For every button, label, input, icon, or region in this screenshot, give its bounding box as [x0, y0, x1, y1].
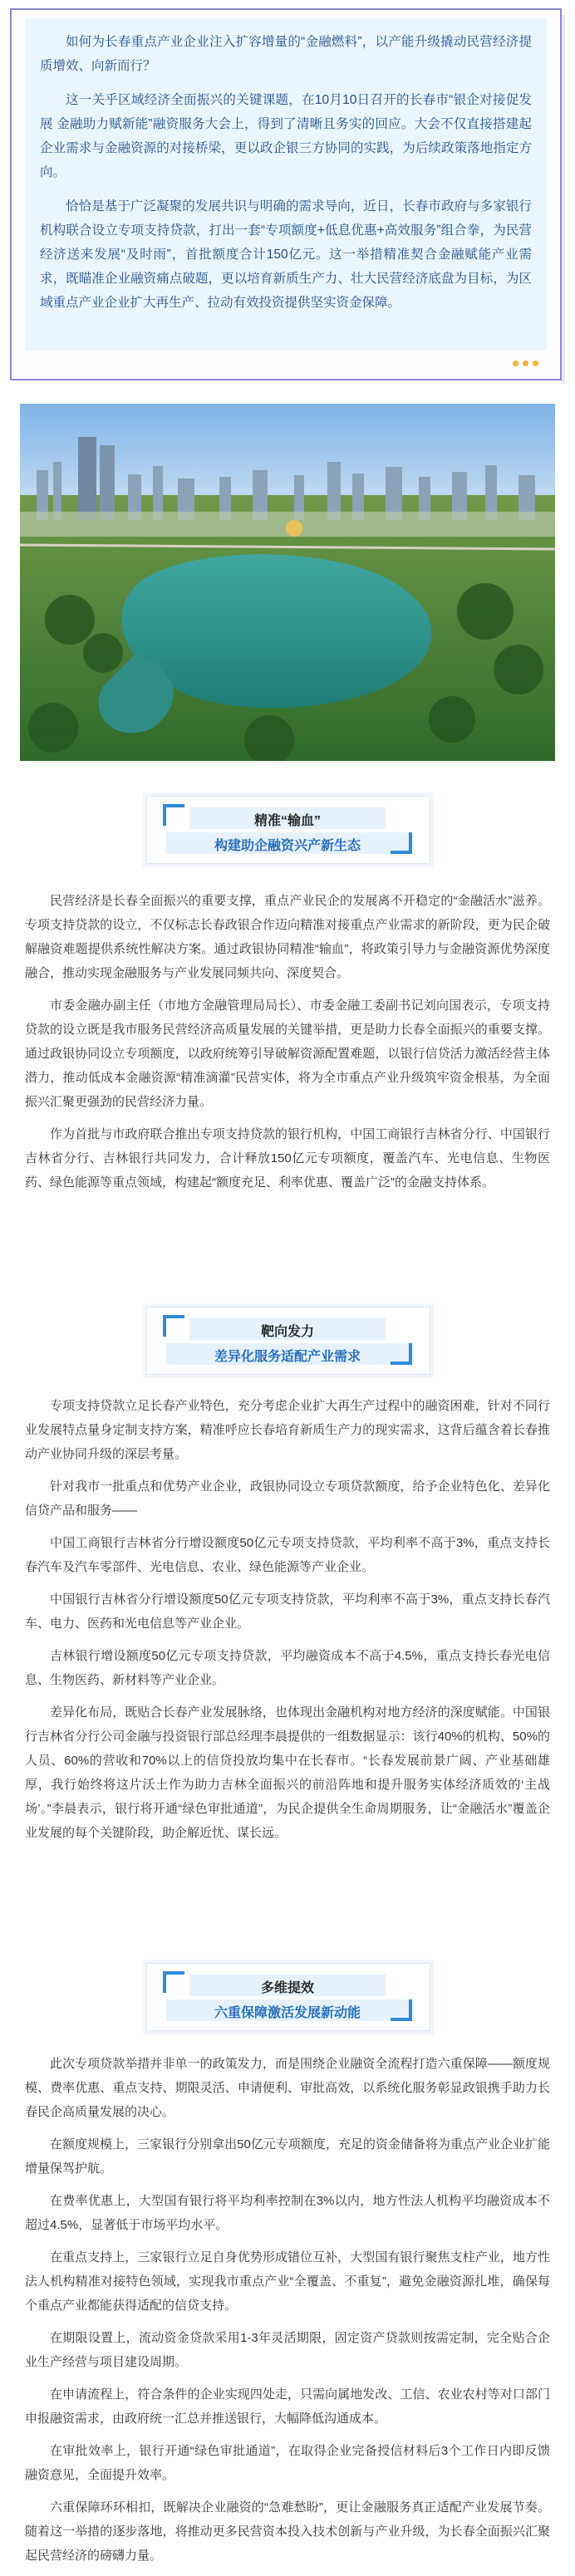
intro-paragraph: 这一关乎区域经济全面振兴的关键课题，在10月10日召开的长春市“银企对接促发展 金融助力赋新能”融资服务大会上，得到了清晰且务实的回应。大会不仅直接搭建起企业需求与金融资源的对接桥梁，更以政企银三方协同的实践，为后续政策落地指定方向。 [40, 93, 532, 179]
body-paragraph: 此次专项贷款举措并非单一的政策发力，而是围绕企业融资全流程打造六重保障——额度规模、费率优惠、重点支持、期限灵活、申请便利、审批高效，以系统化服务彰显政银携手助力长春民企高质量发展的决心。 [25, 2057, 550, 2119]
section-title-line1: 多维提效 [260, 1981, 314, 1995]
body-paragraph: 差异化布局，既贴合长春产业发展脉络，也体现出金融机构对地方经济的深度赋能。中国银行吉林省分行公司金融与投资银行部总经理李晨提供的一组数据显示：该行40%的机构、50%的人员、60%的营收和70%以上的信贷投放均集中在长春市。“长春发展前景广阔、产业基础雄厚，我行始终将这片沃土作为助力吉林全面振兴的前沿阵地和提升服务实体经济质效的‘主战场’。”李晨表示，银行将开通“绿色审批通道”，为民企提供全生命周期服务，让“金融活水”覆盖企业发展的每个关键阶段，助企解近忧、谋长远。 [25, 1705, 550, 1840]
body-paragraph: 针对我市一批重点和优势产业企业，政银协同设立专项贷款额度，给予企业特色化、差异化信贷产品和服务—— [25, 1479, 550, 1518]
section-title-line1: 精准“输血” [253, 814, 321, 828]
intro-paragraph: 恰恰是基于广泛凝聚的发展共识与明确的需求导向，近日，长春市政府与多家银行机构联合设立专项支持贷款，打出一套“专项额度+低息优惠+高效服务”组合拳，为民营经济送来发展“及时雨”，首批额度合计150亿元。这一举措精准契合金融赋能产业需求，既瞄准企业融资痛点破题，更以培育新质生产力、壮大民营经济底盘为目标，为区域重点产业企业扩大再生产、拉动有效投资提供坚实资金保障。 [40, 199, 532, 310]
body-paragraph: 在申请流程上，符合条件的企业实现四处走，只需向属地发改、工信、农业农村等对口部门申报融资需求，由政府统一汇总并推送银行，大幅降低沟通成本。 [25, 2387, 550, 2426]
body-paragraph: 吉林银行增设额度50亿元专项支持贷款，平均融资成本不高于4.5%，重点支持长春光电信息、生物医药、新材料等产业企业。 [25, 1649, 550, 1687]
body-paragraph: 在额度规模上，三家银行分别拿出50亿元专项额度，充足的资金储备将为重点产业企业扩能增量保驾护航。 [25, 2137, 550, 2176]
section-body-1 [25, 889, 550, 1203]
body-paragraph: 六重保障环环相扣，既解决企业融资的“急难愁盼”，更让金融服务真正适配产业发展节奏。随着这一举措的逐步落地，将推动更多民营资本投入技术创新与产业升级，为长春全面振兴汇聚起民营经济的磅礴力量。 [25, 2500, 550, 2563]
section-body-2 [25, 1394, 550, 1853]
body-paragraph: 作为首批与市政府联合推出专项支持贷款的银行机构，中国工商银行吉林省分行、中国银行吉林省分行、吉林银行共同发力，合计释放150亿元专项额度，覆盖汽车、光电信息、生物医药、绿色能源等重点领域，构建起“额度充足、利率优惠、覆盖广泛”的金融支持体系。 [25, 1127, 550, 1190]
decorative-dots [509, 356, 538, 370]
body-paragraph: 市委金融办副主任（市地方金融管理局局长）、市委金融工委副书记刘向国表示，专项支持贷款的设立既是我市服务民营经济高质量发展的关键举措，更是助力长春全面振兴的重要支撑。通过政银协同设立专项额度，以政府统筹引导破解资源配置难题，以银行信贷活力激活经营主体潜力，推动低成本金融资源“精准滴灌”民营实体，将为全市重点产业升级筑牢资金根基，为全面振兴汇聚更强劲的民营经济力量。 [25, 999, 550, 1109]
body-paragraph: 中国工商银行吉林省分行增设额度50亿元专项支持贷款，平均利率不高于3%，重点支持长春汽车及汽车零部件、光电信息、农业、绿色能源等产业企业。 [25, 1536, 550, 1574]
body-paragraph: 专项支持贷款立足长春产业特色，充分考虑企业扩大再生产过程中的融资困难，针对不同行业发展特点量身定制支持方案，精准呼应长春培育新质生产力的现实需求，这背后蕴含着长春推动产业协同升级的深层考量。 [25, 1399, 550, 1461]
section-title-line2: 六重保障激活发展新动能 [214, 2006, 361, 2020]
body-paragraph: 在期限设置上，流动资金贷款采用1-3年灵活期限，固定资产贷款则按需定制，完全贴合企业生产经营与项目建设周期。 [25, 2331, 550, 2369]
body-paragraph: 在费率优惠上，大型国有银行将平均利率控制在3%以内，地方性法人机构平均融资成本不超过4.5%，显著低于市场平均水平。 [25, 2194, 550, 2232]
section-body-3 [25, 2052, 550, 2576]
section-title-line2: 构建助企融资兴产新生态 [214, 839, 361, 853]
body-paragraph: 在重点支持上，三家银行立足自身优势形成错位互补，大型国有银行聚焦支柱产业，地方性法人机构精准对接特色领域，实现我市重点产业“全覆盖、不重复”，避免金融资源扎堆，确保每个重点产业都能获得适配的信贷支持。 [25, 2250, 550, 2313]
aerial-photo-illustration [20, 404, 555, 761]
section-heading-1 [0, 789, 575, 869]
section-title-line2: 差异化服务适配产业需求 [214, 1350, 361, 1364]
city-lake-photo [20, 404, 555, 761]
intro-paragraph: 如何为长春重点产业企业注入扩容增量的“金融燃料”，以产能升级撬动民营经济提质增效、向新而行？ [40, 35, 532, 73]
intro-text-panel [25, 18, 547, 351]
body-paragraph: 中国银行吉林省分行增设额度50亿元专项支持贷款，平均利率不高于3%，重点支持长春汽车、电力、医药和光电信息等产业企业。 [25, 1592, 550, 1631]
section-title-line1: 靶向发力 [260, 1325, 314, 1339]
section-heading-2 [0, 1300, 575, 1380]
body-paragraph: 民营经济是长春全面振兴的重要支撑，重点产业民企的发展离不开稳定的“金融活水”滋养。专项支持贷款的设立，不仅标志长春政银合作迈向精准对接重点产业需求的新阶段，更为民企破解融资难题提供系统性解决方案。通过政银协同精准“输血”，将政策引导力与金融资源优势深度融合，推动实现金融服务与产业发展同频共向、深度契合。 [25, 894, 550, 980]
body-paragraph: 在审批效率上，银行开通“绿色审批通道”，在取得企业完备授信材料后3个工作日内即反馈融资意见，全面提升效率。 [25, 2444, 550, 2482]
section-heading-3 [0, 1956, 575, 2036]
intro-box [10, 8, 562, 380]
